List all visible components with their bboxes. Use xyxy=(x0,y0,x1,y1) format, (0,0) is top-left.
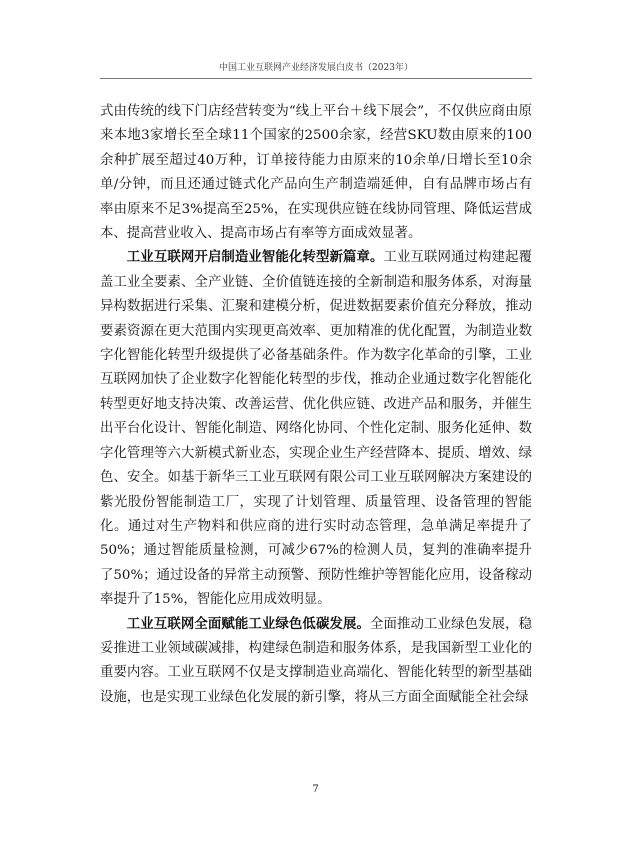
paragraph-green-development xyxy=(100,613,532,711)
running-header xyxy=(100,62,532,79)
paragraph-smart-manufacturing xyxy=(100,246,532,612)
paragraph-text: 全面推动工业绿色发展，稳妥推进工业领域碳减排，构建绿色制造和服务体系，是我国新型工业化的重要内容。工业互联网不仅是支撑制造业高端化、智能化转型的新型基础设施，也是实现工业绿色化发展的新引擎，将从三方面全面赋能全社会绿 xyxy=(100,616,533,705)
paragraph-text: 式由传统的线下门店经营转变为“线上平台＋线下展会”，不仅供应商由原来本地3家增长至全球11个国家的2500余家，经营SKU数由原来的100余种扩展至超过40万种，订单接待能力由原来的10余单/日增长至10余单/分钟，而且还通过链式化产品向生产制造端延伸，自有品牌市场占有率由原来不足3%提高至25%，在实现供应链在线协同管理、降低运营成本、提高营业收入、提高市场占有率等方面成效显著。 xyxy=(100,104,532,242)
page-body xyxy=(100,100,532,710)
page-number: 7 xyxy=(312,784,319,795)
running-header-title: 中国工业互联网产业经济发展白皮书（2023年） xyxy=(219,63,413,73)
paragraph-lead: 工业互联网开启制造业智能化转型新篇章。 xyxy=(126,250,384,266)
paragraph-lead: 工业互联网全面赋能工业绿色低碳发展。 xyxy=(126,616,370,632)
paragraph-text: 工业互联网通过构建起覆盖工业全要素、全产业链、全价值链连接的全新制造和服务体系，对海量异构数据进行采集、汇聚和建模分析，促进数据要素价值充分释放，推动要素资源在更大范围内实现更高效率、更加精准的优化配置，为制造业数字化智能化转型升级提供了必备基础条件。作为数字化革命的引擎，工业互联网加快了企业数字化智能化转型的步伐，推动企业通过数字化智能化转型更好地支持决策、改善运营、优化供应链、改进产品和服务，并催生出平台化设计、智能化制造、网络化协同、个性化定制、服务化延伸、数字化管理等六大新模式新业态，实现企业生产经营降本、提质、增效、绿色、安全。如基于新华三工业互联网有限公司工业互联网解决方案建设的紫光股份智能制造工厂，实现了计划管理、质量管理、设备管理的智能化。通过对生产物料和供应商的进行实时动态管理，急单满足率提升了50%；通过智能质量检测，可减少67%的检测人员，复判的准确率提升了50%；通过设备的异常主动预警、预防性维护等智能化应用，设备稼动率提升了15%，智能化应用成效明显。 xyxy=(100,250,533,608)
paragraph-continuation xyxy=(100,100,532,246)
